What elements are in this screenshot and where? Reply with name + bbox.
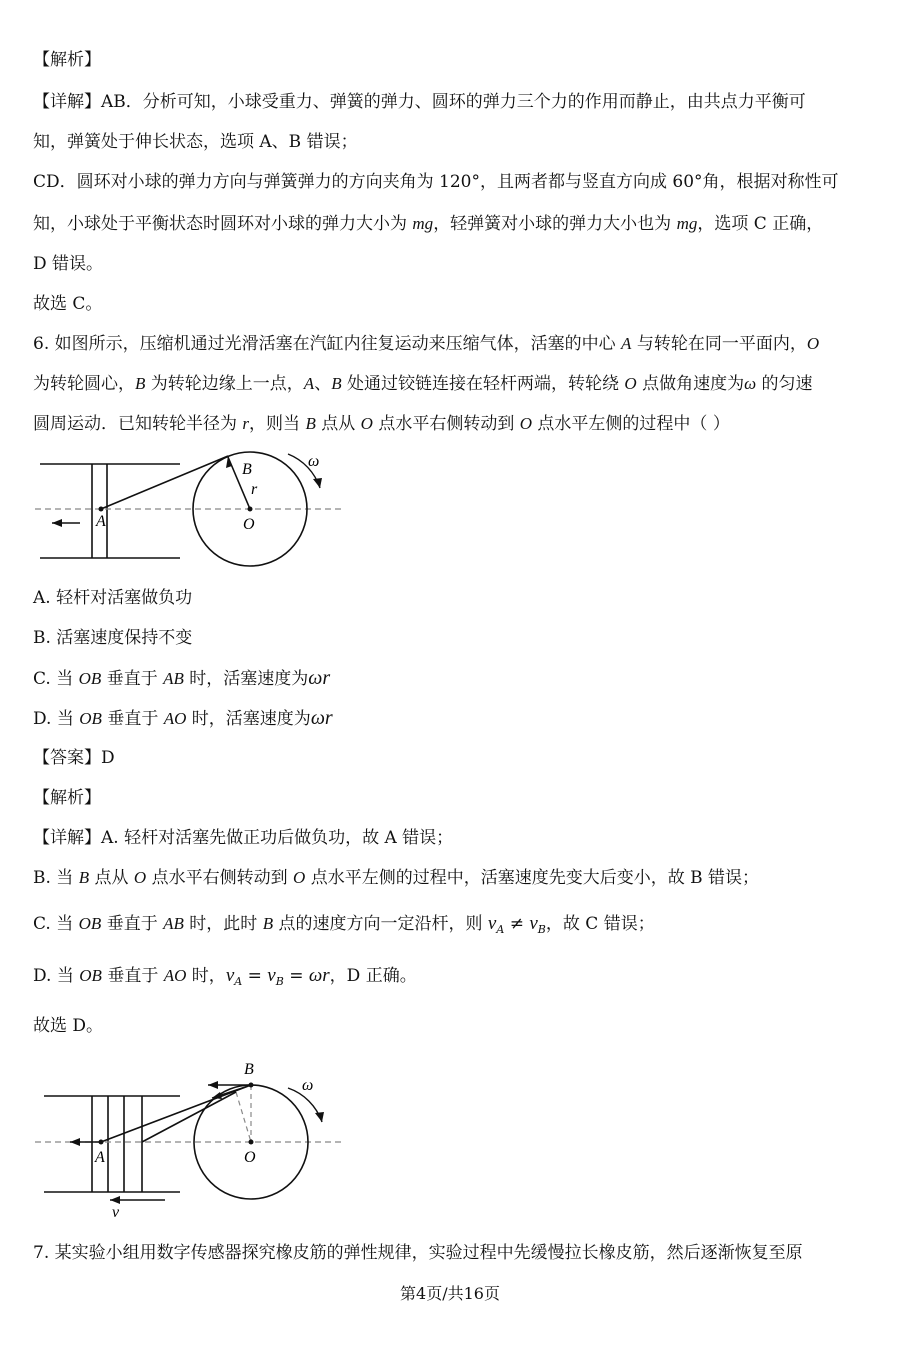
t: ，D 正确。 [329, 966, 417, 986]
text: ，选项 C 正确， [697, 214, 824, 234]
m: ωr [308, 965, 330, 986]
t: 点水平右侧转动到 [146, 868, 294, 888]
math-mg: mg [676, 214, 698, 233]
t: 垂直于 [101, 709, 164, 729]
m: O [133, 868, 147, 887]
sub: B [275, 975, 284, 988]
m: O [624, 374, 637, 393]
text: 知，小球处于平衡状态时圆环对小球的弹力大小为 [33, 214, 413, 234]
label-o: O [243, 516, 255, 533]
sub: A [496, 923, 505, 936]
conclusion-q5: 故选 C。 [33, 294, 103, 314]
t: D. 当 [33, 709, 80, 729]
label-b: B [244, 1061, 254, 1078]
sub: A [234, 975, 243, 988]
m: ωr [308, 667, 331, 689]
q6-line1 [33, 332, 819, 356]
m: r [242, 414, 250, 433]
t: 时，活塞速度为 [186, 709, 311, 729]
t: 处通过铰链连接在轻杆两端，转轮绕 [341, 374, 625, 394]
option-a: A. 轻杆对活塞做负功 [33, 588, 193, 608]
t: 为转轮边缘上一点， [145, 374, 304, 394]
m: v [529, 913, 538, 934]
m: AO [163, 966, 187, 985]
t: ，则当 [249, 414, 306, 434]
t: 的匀速 [756, 374, 813, 394]
label-o: O [244, 1149, 256, 1166]
label-v: v [112, 1204, 120, 1221]
m: A [303, 374, 315, 393]
m: OB [79, 966, 102, 985]
t: 点水平左侧的过程中（ ） [532, 414, 730, 434]
math-mg: mg [412, 214, 434, 233]
t: 时， [186, 966, 226, 986]
label-b: B [242, 461, 252, 478]
t: 点做角速度为 [636, 374, 745, 394]
detail-cd-line3: D 错误。 [33, 254, 104, 274]
t: = [283, 966, 309, 986]
detail-ab-line2: 知，弹簧处于伸长状态，选项 A、B 错误； [33, 132, 358, 152]
option-b: B. 活塞速度保持不变 [33, 628, 193, 648]
m: v [225, 965, 235, 986]
t: D. 当 [33, 966, 80, 986]
t: C. 当 [33, 914, 79, 934]
detail-d [33, 964, 417, 994]
m: ωr [310, 707, 333, 729]
t: 点从 [315, 414, 361, 434]
t: = [242, 966, 268, 986]
t: 垂直于 [101, 914, 164, 934]
q7-line1: 7. 某实验小组用数字传感器探究橡皮筋的弹性规律，实验过程中先缓慢拉长橡皮筋，然后逐渐恢复至原 [33, 1243, 803, 1263]
t: 垂直于 [101, 669, 164, 689]
piston-wheel-diagram [30, 448, 360, 578]
m: B [305, 414, 316, 433]
detail-b [33, 866, 759, 890]
option-d [33, 706, 333, 731]
t: 、 [314, 374, 332, 394]
analysis-heading: 【解析】 [33, 50, 101, 70]
t: 时，此时 [183, 914, 263, 934]
velocity-analysis-diagram [30, 1050, 360, 1222]
sub: B [537, 923, 546, 936]
m: B [135, 374, 146, 393]
analysis-heading-q6: 【解析】 [33, 788, 101, 808]
m: B [78, 868, 90, 887]
t: 时，活塞速度为 [183, 669, 309, 689]
page-number: 第4页/共16页 [400, 1284, 500, 1303]
m: AB [163, 669, 184, 688]
q6-line2 [33, 372, 813, 396]
q6-line3 [33, 412, 730, 436]
text: 与转轮在同一平面内， [631, 334, 807, 354]
m: ω [744, 374, 757, 393]
label-omega: ω [302, 1077, 314, 1094]
label-a: A [95, 1149, 105, 1166]
detail-cd-line2 [33, 212, 823, 236]
m: AB [163, 914, 184, 933]
m: OB [79, 709, 102, 728]
label-a: A [96, 513, 106, 530]
t: 点水平左侧的过程中，活塞速度先变大后变小，故 B 错误； [305, 868, 759, 888]
detail-ab-line1: 【详解】AB．分析可知，小球受重力、弹簧的弹力、圆环的弹力三个力的作用而静止，由共点力平衡可 [33, 92, 806, 112]
text: ，轻弹簧对小球的弹力大小也为 [433, 214, 677, 234]
t: 点从 [89, 868, 134, 888]
t: C. 当 [33, 669, 79, 689]
m: OB [78, 669, 102, 688]
option-c [33, 666, 330, 691]
t: 点水平右侧转动到 [372, 414, 520, 434]
label-omega: ω [308, 453, 320, 470]
m: O [360, 414, 373, 433]
m: O [293, 868, 306, 887]
m: O [519, 414, 533, 433]
t: 点的速度方向一定沿杆，则 [273, 914, 488, 934]
math: O [806, 334, 820, 353]
answer: 【答案】D [33, 748, 115, 768]
m: AO [163, 709, 187, 728]
detail-c [33, 912, 655, 942]
t: ，故 C 错误； [545, 914, 655, 934]
m: v [267, 965, 276, 986]
label-r: r [251, 481, 258, 498]
detail-cd-line1: CD．圆环对小球的弹力方向与弹簧弹力的方向夹角为 120°，且两者都与竖直方向成 60°角，根据对称性可 [33, 172, 839, 192]
t: 为转轮圆心， [33, 374, 135, 394]
t: ≠ [504, 914, 530, 934]
m: OB [78, 914, 102, 933]
math: A [621, 334, 632, 353]
conclusion-q6: 故选 D。 [33, 1016, 104, 1036]
text: 6. 如图所示，压缩机通过光滑活塞在汽缸内往复运动来压缩气体，活塞的中心 [33, 334, 622, 354]
t: 圆周运动．已知转轮半径为 [33, 414, 243, 434]
m: B [331, 374, 342, 393]
detail-a: 【详解】A. 轻杆对活塞先做正功后做负功，故 A 错误； [33, 828, 454, 848]
t: 垂直于 [101, 966, 164, 986]
t: B. 当 [33, 868, 79, 888]
m: v [487, 913, 497, 934]
m: B [262, 914, 274, 933]
